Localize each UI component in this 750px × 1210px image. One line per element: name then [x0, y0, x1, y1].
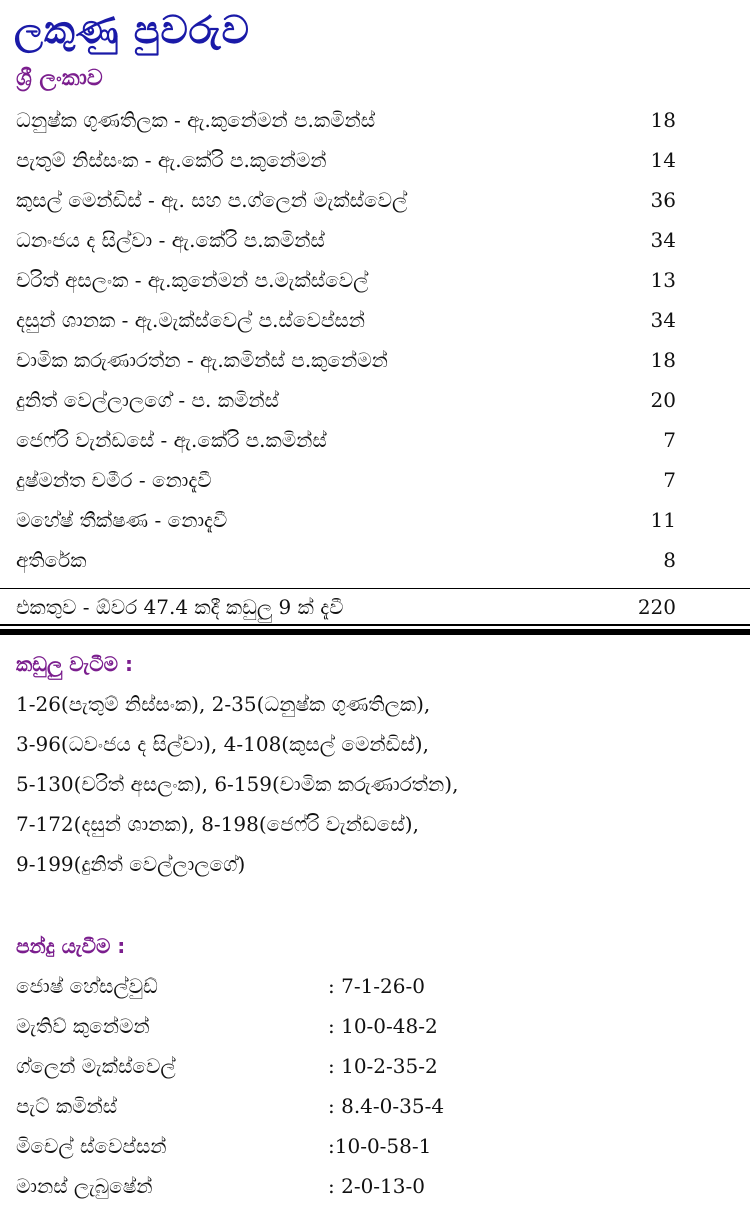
batting-row: [16, 342, 676, 382]
batting-row: [16, 502, 676, 542]
bowling-row: [16, 1170, 716, 1210]
batting-row: [16, 142, 676, 182]
bowler-name: මැතිව් කුනේමන්: [16, 1014, 150, 1038]
fow-line: 3-96(ධවංජය ද සිල්වා), 4-108(කුසල් මෙන්ඩිස්),: [16, 732, 429, 756]
batter-runs: 36: [650, 188, 676, 212]
bowler-figures: : 8.4-0-35-4: [328, 1094, 445, 1118]
extras-label: අතිරේක: [16, 548, 87, 572]
batter-runs: 34: [650, 228, 676, 252]
fall-of-wickets-heading: කඩුලු වැටීම :: [16, 652, 133, 676]
fow-line: 7-172(දසුන් ශානක), 8-198(ජෙෆ්රි වැන්ඩසේ),: [16, 812, 419, 836]
batting-row: [16, 302, 676, 342]
bowler-figures: : 10-0-48-2: [328, 1014, 438, 1038]
fow-line: 9-199(දුනිත් වෙල්ලාලගේ): [16, 852, 246, 876]
batting-row: [16, 462, 676, 502]
batter-runs: 20: [650, 388, 676, 412]
bowling-heading: පන්දු යැවීම :: [16, 934, 126, 958]
batter-dismissal: ධනුෂ්ක ගුණතිලක - ඇ.කුනේමන් ප.කමින්ස්: [16, 108, 376, 132]
extras-runs: 8: [663, 548, 676, 572]
bowler-figures: : 7-1-26-0: [328, 974, 425, 998]
batter-dismissal: දුනිත් වෙල්ලාලගේ - ප. කමින්ස්: [16, 388, 279, 412]
batter-runs: 7: [663, 468, 676, 492]
batter-dismissal: මහේෂ් තීක්ෂණ - නොදැවී: [16, 508, 228, 532]
batting-row: [16, 182, 676, 222]
bowler-name: ජොෂ් හේසල්වුඩ්: [16, 974, 158, 998]
team-name: ශ්‍රී ලංකාව: [16, 66, 103, 91]
batter-dismissal: කුසල් මෙන්ඩිස් - ඇ. සහ ප.ග්ලෙන් මැක්ස්වෙල්: [16, 188, 408, 212]
batter-dismissal: ජෙෆ්රි වැන්ඩසේ - ඇ.කේරි ප.කමින්ස්: [16, 428, 327, 452]
total-bottom-divider: [0, 624, 750, 626]
batter-runs: 18: [650, 108, 676, 132]
bowler-figures: : 2-0-13-0: [328, 1174, 425, 1198]
batter-dismissal: දුෂ්මන්ත චමීර - නොදැවී: [16, 468, 212, 492]
batting-row: [16, 102, 676, 142]
bowling-row: [16, 1130, 716, 1170]
fow-line: 1-26(පැතුම් නිස්සංක), 2-35(ධනුෂ්ක ගුණතිලක),: [16, 692, 431, 716]
batting-row: [16, 382, 676, 422]
extras-row: [16, 542, 676, 582]
bowling-row: [16, 1050, 716, 1090]
bowling-row: [16, 1090, 716, 1130]
batter-dismissal: පැතුම් නිස්සංක - ඇ.කේරි ප.කුනේමන්: [16, 148, 327, 172]
batter-dismissal: චරිත් අසලංක - ඇ.කුනේමන් ප.මැක්ස්වෙල්: [16, 268, 369, 292]
bowler-figures: : 10-2-35-2: [328, 1054, 438, 1078]
batter-dismissal: ධනංජය ද සිල්වා - ඇ.කේරි ප.කමින්ස්: [16, 228, 325, 252]
bowler-name: පැට් කමින්ස්: [16, 1094, 118, 1118]
batting-row: [16, 422, 676, 462]
batter-runs: 34: [650, 308, 676, 332]
bowler-name: මානස් ලැබුෂේන්: [16, 1174, 153, 1198]
section-divider: [0, 629, 750, 635]
total-label: එකතුව - ඕවර 47.4 කදී කඩුලු 9 ක් දැවී: [16, 595, 344, 619]
batter-runs: 18: [650, 348, 676, 372]
bowler-figures: :10-0-58-1: [328, 1134, 432, 1158]
batting-row: [16, 222, 676, 262]
batter-dismissal: චාමික කරුණාරත්න - ඇ.කමින්ස් ප.කුනේමන්: [16, 348, 388, 372]
batter-runs: 14: [650, 148, 676, 172]
batting-row: [16, 262, 676, 302]
bowling-row: [16, 1010, 716, 1050]
batter-runs: 7: [663, 428, 676, 452]
bowling-row: [16, 970, 716, 1010]
batter-dismissal: දසුන් ශානක - ඇ.මැක්ස්වෙල් ප.ස්වෙප්සන්: [16, 308, 366, 332]
page-title: ලකුණු පුවරුව: [14, 8, 250, 52]
batter-runs: 11: [650, 508, 676, 532]
bowler-name: මිචෙල් ස්වෙප්සන්: [16, 1134, 167, 1158]
total-runs: 220: [637, 595, 676, 619]
fow-line: 5-130(චරිත් අසලංක), 6-159(චාමික කරුණාරත්න),: [16, 772, 459, 796]
total-row: [16, 589, 676, 629]
batter-runs: 13: [650, 268, 676, 292]
bowler-name: ග්ලෙන් මැක්ස්වෙල්: [16, 1054, 176, 1078]
